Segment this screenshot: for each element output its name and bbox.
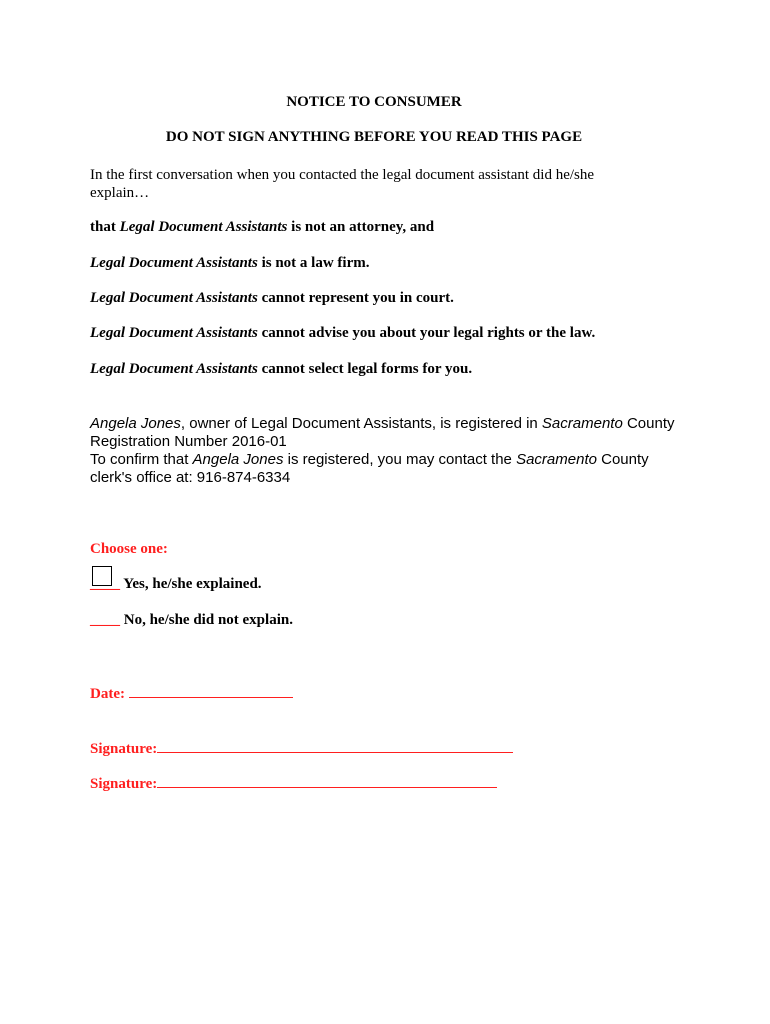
clerk-line: clerk's office at: 916-874-6334 xyxy=(90,469,291,486)
option-yes xyxy=(90,576,262,593)
intro-paragraph xyxy=(90,166,630,202)
county-word-2: County xyxy=(596,451,649,468)
registration-line-3 xyxy=(90,451,649,469)
choose-label: Choose one: xyxy=(90,541,168,557)
date-label: Date: xyxy=(90,686,129,702)
notice-subtitle: DO NOT SIGN ANYTHING BEFORE YOU READ THIS PAGE xyxy=(165,129,583,145)
county-name-2: Sacramento xyxy=(516,451,597,468)
intro-line-1: In the first conversation when you contacted the legal document assistant did he/she xyxy=(90,167,595,183)
date-row xyxy=(90,683,293,703)
intro-line-2: explain… xyxy=(90,185,150,201)
statement-3 xyxy=(90,290,454,307)
statement-4 xyxy=(90,325,595,342)
signature-field-2[interactable] xyxy=(157,773,497,788)
yes-blank: ____ xyxy=(90,576,120,592)
statement-italic: Legal Document Assistants xyxy=(119,219,288,235)
owner-text: , owner of Legal Document Assistants, is registered in xyxy=(180,415,542,432)
confirm-middle: is registered, you may contact the xyxy=(283,451,517,468)
no-label: No, he/she did not explain. xyxy=(120,612,293,628)
statement-suffix: is not an attorney, and xyxy=(287,219,435,235)
statement-italic: Legal Document Assistants xyxy=(90,325,258,341)
statement-1 xyxy=(90,219,434,236)
date-field[interactable] xyxy=(129,683,293,698)
statement-italic: Legal Document Assistants xyxy=(90,361,258,377)
option-no[interactable] xyxy=(90,612,293,629)
signature-field-1[interactable] xyxy=(157,738,513,753)
county-word: County xyxy=(622,415,675,432)
statement-prefix: that xyxy=(90,219,120,235)
signature-label-1: Signature: xyxy=(90,741,158,757)
statement-italic: Legal Document Assistants xyxy=(90,290,258,306)
notice-title: NOTICE TO CONSUMER xyxy=(286,94,462,110)
statement-italic: Legal Document Assistants xyxy=(90,255,258,271)
confirm-prefix: To confirm that xyxy=(90,451,193,468)
statement-5 xyxy=(90,361,472,378)
registration-line-1 xyxy=(90,415,675,433)
statement-suffix: cannot select legal forms for you. xyxy=(257,361,473,377)
statement-suffix: cannot advise you about your legal rights or the law. xyxy=(257,325,596,341)
statement-suffix: cannot represent you in court. xyxy=(257,290,454,306)
yes-label: Yes, he/she explained. xyxy=(120,576,262,592)
statement-suffix: is not a law firm. xyxy=(257,255,370,271)
statement-2 xyxy=(90,255,369,272)
registration-number: Registration Number 2016-01 xyxy=(90,433,287,450)
signature-row-2 xyxy=(90,773,497,793)
county-name: Sacramento xyxy=(541,415,623,432)
owner-name: Angela Jones xyxy=(90,415,181,432)
owner-name-2: Angela Jones xyxy=(192,451,284,468)
signature-row-1 xyxy=(90,738,513,758)
no-blank[interactable]: ____ xyxy=(90,612,120,628)
signature-label-2: Signature: xyxy=(90,776,158,792)
